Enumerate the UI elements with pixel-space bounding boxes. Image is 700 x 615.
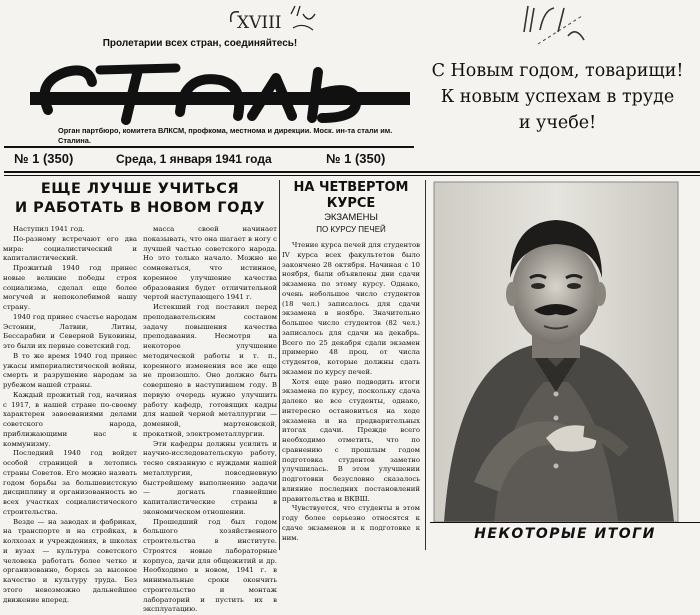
lead-article-column-a <box>3 225 137 615</box>
greeting-line-3: и учебе! <box>415 110 700 136</box>
issue-number-right: № 1 (350) <box>326 147 385 171</box>
masthead-slogan: Пролетарии всех стран, соединяйтесь! <box>90 38 310 49</box>
paragraph: Чтение курса печей для студентов IV курса всех факультетов было закончено 28 октября. Начиная с 10 ноября, были объявлены дни сдачи экзамена по этому курсу. Однако, очень небольшое число студентов (18 чел.) записалось для сдачи экзамена в ноябре. Значительно большее число студентов (82 чел.) записалось для сдачи на декабрь. Всего по 25 декабря сдали экзамен примерно 48 проц. от числа студентов, которые должны сдать экзамен по курсу печей. <box>282 241 420 378</box>
divider-dateline-thin <box>4 175 700 176</box>
paragraph: Хотя еще рано подводить итоги экзамена по курсу, поскольку сдача далеко не все студенты, однако, интересно остановиться на ходе экзамена и на предварительных итогах сдачи. Прежде всего необходимо отметить, что по сравнению с прошлым годом подготовка студентов заметно улучшилась. В этом улучшении подготовки безусловно сказалось влияние последних постановлений правительства и ВКВШ. <box>282 378 420 505</box>
paragraph: Везде — на заводах и фабриках, на транспорте и на стройках, в колхозах и учреждениях, в школах и вузах — культура советского человека работать более четко и организованно, борясь за высокое качество и культуру труда. Без этого невозможно дальнейшее движение вперед. <box>3 518 137 606</box>
svg-text:Сталь: Сталь <box>218 103 222 105</box>
headline-line-2: И РАБОТАТЬ В НОВОМ ГОДУ <box>3 199 277 218</box>
new-year-greeting <box>415 58 700 136</box>
headline-line-2: КУРСЕ <box>282 196 420 212</box>
paragraph: Прожитый 1940 год принес новые великие победы строя социализма, сделал еще более могучей и непоколебимой нашу страну. <box>3 264 137 313</box>
issue-date: Среда, 1 января 1941 года <box>116 147 272 171</box>
handwritten-mark <box>518 2 590 54</box>
greeting-line-2: К новым успехам в труде <box>415 84 700 110</box>
masthead-title <box>30 48 410 128</box>
paragraph: Наступил 1941 год. <box>3 225 137 235</box>
paragraph: масса своей начинает показывать, что она шагает в ногу с лучшей частью советского народа. Но это только начало. Можно не сомневаться, что истинное, коренное улучшение качества образования будет отличительной чертой наступающего 1941 г. <box>143 225 277 303</box>
divider-dateline <box>4 171 700 173</box>
lead-article-headline <box>3 180 277 218</box>
headline-line-1: НА ЧЕТВЕРТОМ <box>282 180 420 196</box>
paragraph: 1940 год принес счастье народам Эстонии, Латвии, Литвы, Бессарабии и Северной Буковины, это были их первые советский год. <box>3 313 137 352</box>
paragraph: Истекший год поставил перед преподавательским составом задачу повышения качества преподавания. Несмотря на некоторое улучшение методической работы и т. п., коренного изменения все же еще не произошло. Оно должно быть совершено в наступившем году. В первую очередь нужно улучшить работу кафедр, готовящих кадры для нашей черной металлургии — доменной, мартеновской, прокатной, электрометаллургии. <box>143 303 277 440</box>
archive-stamp <box>223 2 323 40</box>
paragraph: Чувствуется, что студенты в этом году более серьезно относятся к сдаче экзаменов и к подготовке к ним. <box>282 504 420 543</box>
side-article-subhead-2: ПО КУРСУ ПЕЧЕЙ <box>282 224 420 235</box>
paragraph: Эти кафедры должны усилить и научно-исследовательскую работу, тесно связанную с нуждами нашей металлургии, повседневную быстрейшему выполнению задачи — догнать главнейшие капиталистические страны в экономическом отношении. <box>143 440 277 518</box>
headline-line-1: ЕЩЕ ЛУЧШЕ УЧИТЬСЯ <box>3 180 277 199</box>
side-article-subhead: ЭКЗАМЕНЫ <box>282 212 420 224</box>
paragraph: Прошедший год был годом большого хозяйственного строительства в институте. Строятся новые лабораторные корпуса, дачи для общежитий и др. Необходимо в новом, 1941 г. в минимальные сроки окончить строительство и монтаж лабораторий и пустить их в эксплуатацию. <box>143 518 277 615</box>
masthead-organ-line: Орган партбюро, комитета ВЛКСМ, профкома, местнома и дирекции. Моск. ин-та стали им. Сталина. <box>58 126 413 146</box>
paragraph: Последний 1940 год войдет особой страницей в летопись страны Советов. Его можно назвать годом борьбы за большевистскую дисциплину и организованность во всех участках социалистического строительства. <box>3 449 137 517</box>
svg-text:XVIII: XVIII <box>237 13 282 33</box>
column-rule-2 <box>425 180 426 550</box>
side-article-body <box>282 241 420 543</box>
column-rule-1 <box>279 180 280 550</box>
paragraph: Каждый прожитый год, начиная с 1917, в нашей стране по-своему характерен завоеваниями делами советского народа, приближающими нас к коммунизму. <box>3 391 137 450</box>
lead-article-column-b <box>143 225 277 615</box>
side-article-headline <box>282 180 420 212</box>
divider-bottom-right <box>430 522 700 523</box>
greeting-line-1: С Новым годом, товарищи! <box>415 58 700 84</box>
paragraph: В то же время 1940 год принес ужасы империалистической войны, смерть и разрушение народам за рубежом нашей страны. <box>3 352 137 391</box>
lead-article <box>3 180 277 550</box>
side-article <box>282 180 420 550</box>
issue-number-left: № 1 (350) <box>14 147 73 171</box>
paragraph: По-разному встречают его два мира: социалистический и капиталистический. <box>3 235 137 264</box>
portrait-photo <box>434 182 678 522</box>
bottom-article-headline: НЕКОТОРЫЕ ИТОГИ <box>430 526 700 542</box>
